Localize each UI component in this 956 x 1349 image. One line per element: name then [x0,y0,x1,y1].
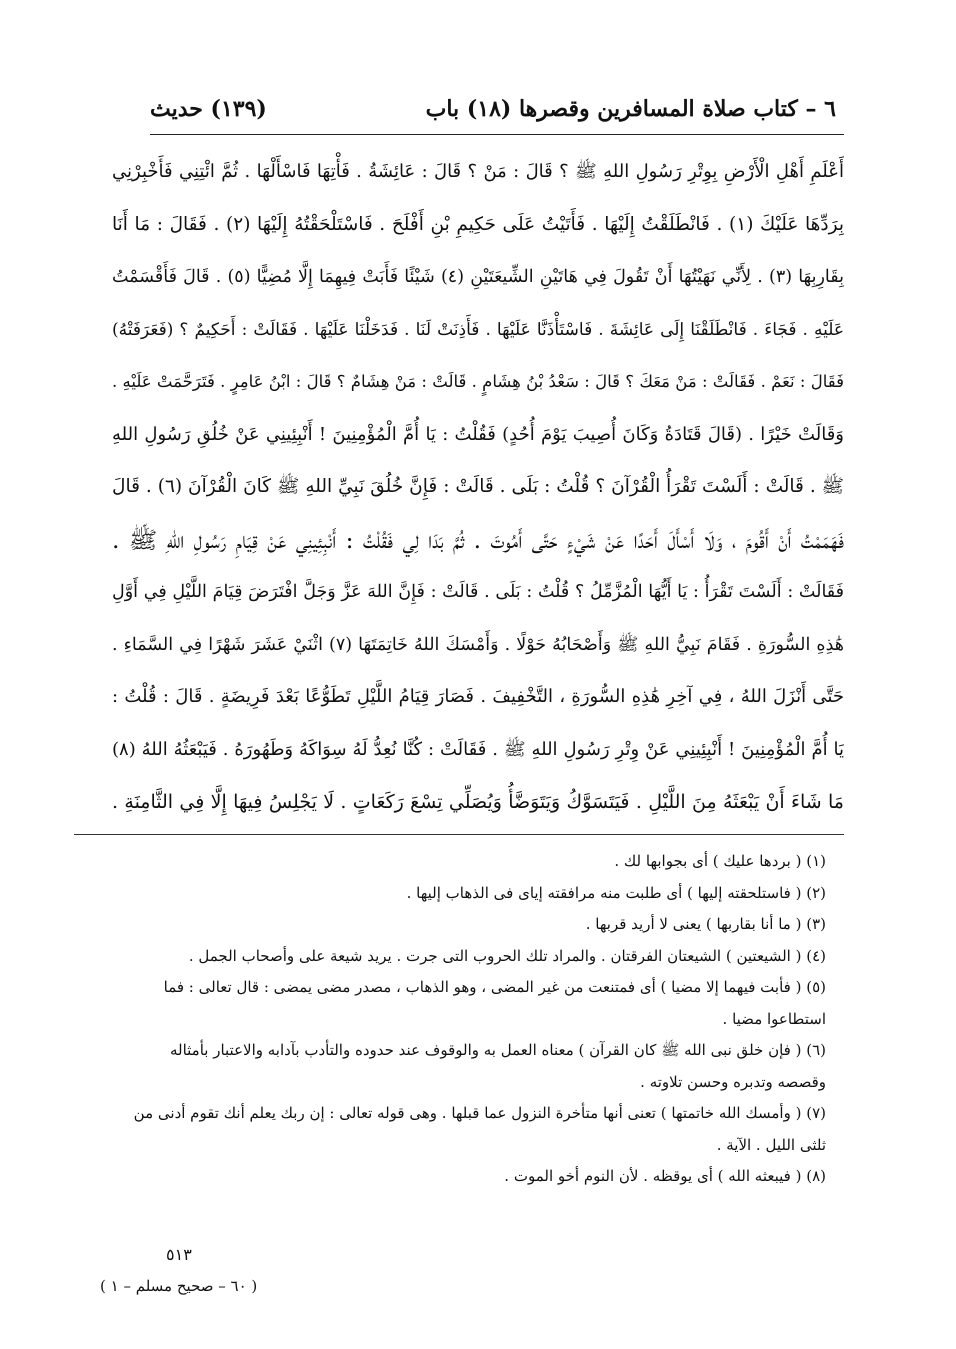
text-line: فَقَالَتْ : أَلَسْتَ تَقْرَأُ : يَا أَيُّهَا الْمُزَّمِّلُ ؟ قُلْتُ : بَلَى . قَالَتْ : فَإِنَّ اللهَ عَزَّ وَجَلَّ افْتَرَضَ قِيَامَ اللَّيْلِ فِي أَوَّلِ [112,582,844,602]
footnote [112,972,844,1035]
text-line: أَعْلَمِ أَهْلِ الْأَرْضِ بِوِتْرِ رَسُولِ اللهِ ﷺ ؟ قَالَ : مَنْ ؟ قَالَ : عَائِشَةُ . فَأْتِهَا فَاسْأَلْهَا . ثُمَّ ائْتِنِي فَأَخْبِرْنِي [112,161,844,182]
footnote [112,1161,844,1193]
text-line: ﷺ . قَالَتْ : أَلَسْتَ تَقْرَأُ الْقُرْآنَ ؟ قُلْتُ : بَلَى . قَالَتْ : فَإِنَّ خُلُقَ نَبِيِّ اللهِ ﷺ كَانَ الْقُرْآنَ (٦) . قَالَ [112,476,844,497]
text-line: هَٰذِهِ السُّورَةِ . فَقَامَ نَبِيُّ اللهِ ﷺ وَأَصْحَابُهُ حَوْلًا . وَأَمْسَكَ اللهُ خَاتِمَتَهَا (٧) اثْنَيْ عَشَرَ شَهْرًا فِي السَّمَاءِ . [112,634,844,655]
text-line: بِقَارِبِهَا (٣) . لِأَنِّي نَهَيْتُهَا أَنْ تَقُولَ فِي هَاتَيْنِ الشِّيعَتَيْنِ (٤) شَيْئًا فَأَبَتْ فِيهِمَا إِلَّا مُضِيًّا (٥) . قَالَ فَأَقْسَمْتُ [112,267,844,287]
footnote [112,846,844,878]
running-header [150,92,836,132]
text-line: يَا أُمَّ الْمُؤْمِنِينَ ! أَنْبِئِينِي عَنْ وِتْرِ رَسُولِ اللهِ ﷺ . فَقَالَتْ : كُنَّا نُعِدُّ لَهُ سِوَاكَهُ وَطَهُورَهُ . فَيَبْعَثُهُ اللهُ (٨) [112,738,844,760]
footnote-text: (٥) ( فأبت فيهما إلا مضيا ) أى فمتنعت من غير المضى ، وهو الذهاب ، مصدر مضى يمضى : قال تعالى : فما [163,978,826,996]
text-line: وَقَالَتْ خَيْرًا . (قَالَ قَتَادَةُ وَكَانَ أُصِيبَ يَوْمَ أُحُدٍ) فَقُلْتُ : يَا أُمَّ الْمُؤْمِنِينَ ! أَنْبِئِينِي عَنْ خُلُقِ رَسُولِ اللهِ [112,423,844,445]
footnote [112,1035,844,1098]
footnote-text: (٦) ( فإن خلق نبى الله ﷺ كان القرآن ) معناه العمل به والوقوف عند حدوده والتأدب بآدابه والاعتبار بأمثاله [169,1041,826,1059]
text-line: بِرَدِّهَا عَلَيْكَ (١) . فَانْطَلَقْتُ إِلَيْهَا . فَأَتَيْتُ عَلَى حَكِيمِ بْنِ أَفْلَحَ . فَاسْتَلْحَقْتُهُ إِلَيْهَا (٢) . فَقَالَ : مَا أَنَا [112,213,844,235]
main-text [112,146,844,829]
header-hadith-number: (١٣٩) حديث [150,96,267,122]
footnote-text: (٤) ( الشيعتين ) الشيعتان الفرقتان . والمراد تلك الحروب التى جرت . يريد شيعة على وأصحاب الجمل . [188,946,826,965]
footnote-continuation: استطاعوا مضيا . [722,1009,826,1028]
footnote [112,1098,844,1161]
footnotes [112,846,844,1193]
header-rule [150,134,844,135]
footnote [112,909,844,941]
footnote-text: (٨) ( فيبعثه الله ) أى يوقظه . لأن النوم أخو الموت . [504,1167,826,1185]
text-line: فَقَالَ : نَعَمْ . فَقَالَتْ : مَنْ مَعَكَ ؟ قَالَ : سَعْدُ بْنُ هِشَامٍ . قَالَتْ : مَنْ هِشَامٌ ؟ قَالَ : ابْنُ عَامِرٍ . فَتَرَحَّمَتْ عَلَيْهِ . [112,372,844,391]
footnote-text: (١) ( بردها عليك ) أى بجوابها لك . [614,852,826,870]
footnote-continuation: ثلثى الليل . الآية . [716,1135,826,1154]
text-line: عَلَيْهِ . فَجَاءَ . فَانْطَلَقْنَا إِلَى عَائِشَةَ . فَاسْتَأْذَنَّا عَلَيْهَا . فَأَذِنَتْ لَنَا . فَدَخَلْنَا عَلَيْهَا . فَقَالَتْ : أَحَكِيمٌ ؟ (فَعَرَفَتْهُ) [112,319,844,340]
text-line: مَا شَاءَ أَنْ يَبْعَثَهُ مِنَ اللَّيْلِ . فَيَتَسَوَّكُ وَيَتَوَضَّأُ وَيُصَلِّي تِسْعَ رَكَعَاتٍ . لَا يَجْلِسُ فِيهَا إِلَّا فِي الثَّامِنَةِ . [112,791,844,813]
header-book-title: ٦ – كتاب صلاة المسافرين وقصرها (١٨) باب [425,96,836,122]
printer-signature: ( ٦٠ – صحيح مسلم – ١ ) [100,1277,258,1295]
text-line: فَهَمَمْتُ أَنْ أَقُومَ ، وَلَا أَسْأَلَ أَحَدًا عَنْ شَيْءٍ حَتَّى أَمُوتَ . ثُمَّ بَدَا لِي فَقُلْتُ : أَنْبِئِينِي عَنْ قِيَامِ رَسُولِ اللهِ ﷺ . [112,525,844,554]
footnote-separator [74,834,844,835]
footnote-text: (٣) ( ما أنا بقاربها ) يعنى لا أريد قربها . [585,915,826,933]
page-number: ٥١٣ [166,1245,192,1264]
footnote-text: (٢) ( فاستلحقته إليها ) أى طلبت منه مرافقته إياى فى الذهاب إليها . [406,883,826,902]
text-line: حَتَّى أَنْزَلَ اللهُ ، فِي آخِرِ هَٰذِهِ السُّورَةِ ، التَّخْفِيفَ . فَصَارَ قِيَامُ اللَّيْلِ تَطَوُّعًا بَعْدَ فَرِيضَةٍ . قَالَ : قُلْتُ : [112,686,844,707]
footnote-text: (٧) ( وأمسك الله خاتمتها ) تعنى أنها متأخرة النزول عما قبلها . وهى قوله تعالى : إن ربك يعلم أنك تقوم أدنى من [133,1104,826,1122]
footnote [112,941,844,973]
footnote-continuation: وقصصه وتدبره وحسن تلاوته . [640,1072,826,1091]
footnote [112,878,844,910]
